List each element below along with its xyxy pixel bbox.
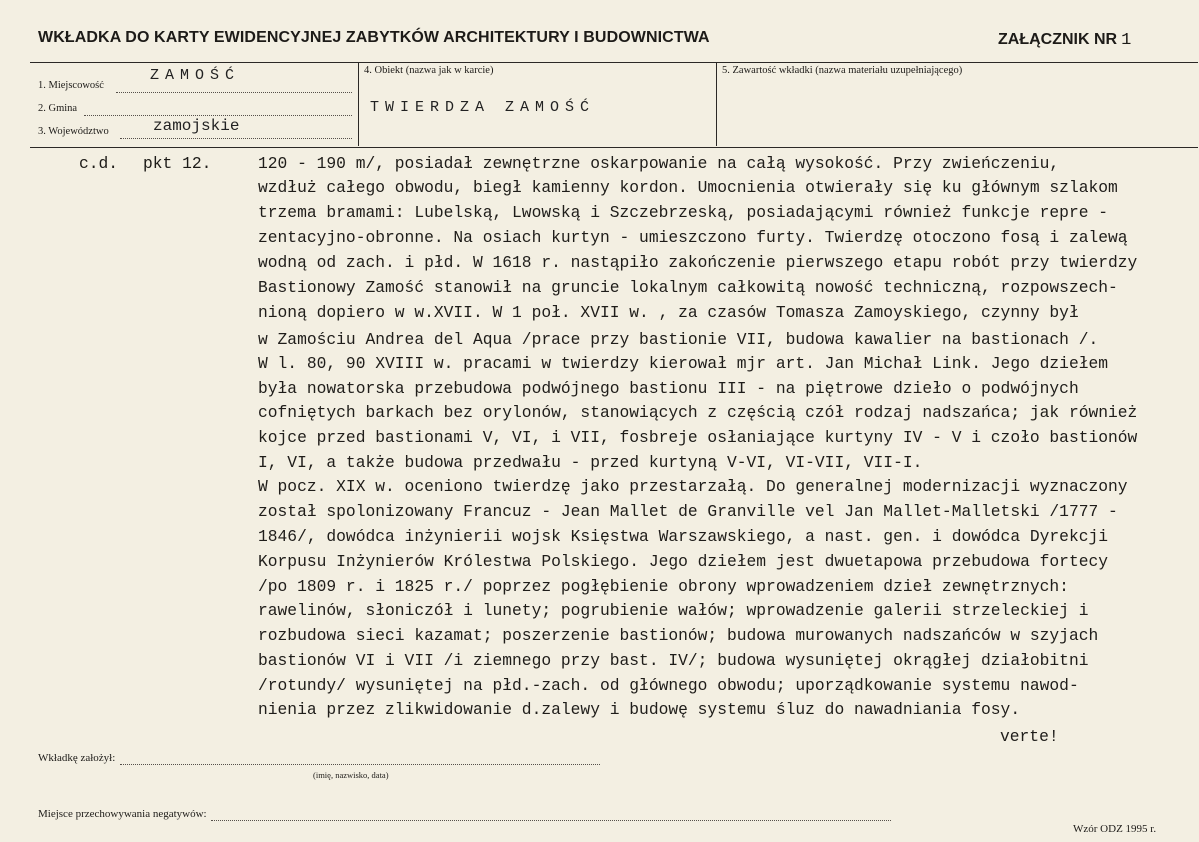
miejscowosc-value: ZAMOŚĆ — [150, 67, 241, 84]
body-line: /po 1809 r. i 1825 r./ poprzez pogłębienie obrony wprowadzeniem dzieł zewnętrznych: — [258, 577, 1069, 596]
body-line: nienia przez zlikwidowanie d.zalewy i budowę systemu śluz do nawadniania fosy. — [258, 700, 1021, 719]
column-divider — [358, 62, 359, 146]
form-title: WKŁADKA DO KARTY EWIDENCYJNEJ ZABYTKÓW ARCHITEKTURY I BUDOWNICTWA — [38, 29, 710, 46]
body-line: Bastionowy Zamość stanowił na gruncie lokalnym całkowitą nowość techniczną, rozpowszech- — [258, 278, 1118, 297]
attachment-label: ZAŁĄCZNIK NR — [998, 31, 1118, 48]
body-line: trzema bramami: Lubelską, Lwowską i Szczebrzeską, posiadającymi również funkcje repre - — [258, 203, 1109, 222]
attachment-number — [998, 31, 1131, 50]
miejsce-label: Miejsce przechowywania negatywów: — [38, 808, 207, 820]
body-prefix-pkt: pkt 12. — [143, 154, 212, 173]
body-line: W l. 80, 90 XVIII w. pracami w twierdzy kierował mjr art. Jan Michał Link. Jego dziełem — [258, 354, 1109, 373]
body-line: I, VI, a także budowa przedwału - przed kurtyną V-VI, VI-VII, VII-I. — [258, 453, 923, 472]
body-line: /rotundy/ wysuniętej na płd.-zach. od głównego obwodu; uporządkowanie systemu nawod- — [258, 676, 1079, 695]
attachment-number-value: 1 — [1121, 31, 1132, 50]
zawartosc-label: 5. Zawartość wkładki (nazwa materiału uzupełniającego) — [722, 65, 963, 76]
column-divider — [716, 62, 717, 146]
body-line: rawelinów, słoniczół i lunety; pogrubienie wałów; wprowadzenie galerii strzeleckiej i — [258, 601, 1089, 620]
body-line: kojce przed bastionami V, VI, i VII, fosbreje osłaniające kurtyny IV - V i czoło bastionów — [258, 428, 1138, 447]
body-line: 1846/, dowódca inżynierii wojsk Księstwa Warszawskiego, a nast. gen. i dowódca Dyrekcji — [258, 527, 1109, 546]
body-line: Korpusu Inżynierów Królestwa Polskiego. Jego dziełem jest dwuetapowa przebudowa fortecy — [258, 552, 1109, 571]
body-line: został spolonizowany Francuz - Jean Mallet de Granville vel Jan Mallet-Malletski /1777 - — [258, 502, 1118, 521]
verte-note: verte! — [1000, 727, 1059, 746]
body-line: bastionów VI i VII /i ziemnego przy bast. IV/; budowa wysuniętej okrągłej działobitni — [258, 651, 1089, 670]
body-line: wzdłuż całego obwodu, biegł kamienny kordon. Umocnienia otwierały się ku głównym szlakom — [258, 178, 1118, 197]
wojewodztwo-label: 3. Województwo — [38, 126, 109, 137]
body-prefix-cd: c.d. — [79, 154, 119, 173]
wojewodztwo-line — [120, 138, 352, 139]
wojewodztwo-value: zamojskie — [153, 117, 240, 135]
body-line: 120 - 190 m/, posiadał zewnętrzne oskarpowanie na całą wysokość. Przy zwieńczeniu, — [258, 154, 1060, 173]
body-line: cofniętych barkach bez orylonów, stanowiących z częścią czół rodzaj nadszańca; jak również — [258, 403, 1138, 422]
miejsce-line — [211, 820, 891, 821]
body-line: wodną od zach. i płd. W 1618 r. nastąpiło zakończenie pierwszego etapu robót przy twierdzy — [258, 253, 1138, 272]
gmina-line — [84, 115, 352, 116]
obiekt-value: TWIERDZA ZAMOŚĆ — [370, 99, 596, 116]
body-line: nioną dopiero w w.XVII. W 1 poł. XVII w. , za czasów Tomasza Zamoyskiego, czynny był — [258, 303, 1079, 322]
zalozyl-hint: (imię, nazwisko, data) — [313, 770, 389, 780]
body-line: w Zamościu Andrea del Aqua /prace przy bastionie VII, budowa kawalier na bastionach /. — [258, 330, 1099, 349]
gmina-label: 2. Gmina — [38, 103, 78, 114]
body-line: była nowatorska przebudowa podwójnego bastionu III - na piętrowe dzieło o podwójnych — [258, 379, 1079, 398]
body-line: zentacyjno-obronne. Na osiach kurtyn - umieszczono furty. Twierdzę otoczono fosą i zalewą — [258, 228, 1128, 247]
form-version: Wzór ODZ 1995 r. — [1073, 823, 1157, 835]
miejscowosc-label: 1. Miejscowość — [38, 80, 104, 91]
obiekt-label: 4. Obiekt (nazwa jak w karcie) — [364, 65, 494, 76]
miejscowosc-line — [116, 92, 352, 93]
body-line: rozbudowa sieci kazamat; poszerzenie bastionów; budowa murowanych nadszańców w szyjach — [258, 626, 1099, 645]
zalozyl-label: Wkładkę założył: — [38, 752, 116, 764]
zalozyl-line — [120, 764, 600, 765]
body-line: W pocz. XIX w. oceniono twierdzę jako przestarzałą. Do generalnej modernizacji wyznaczony — [258, 477, 1128, 496]
